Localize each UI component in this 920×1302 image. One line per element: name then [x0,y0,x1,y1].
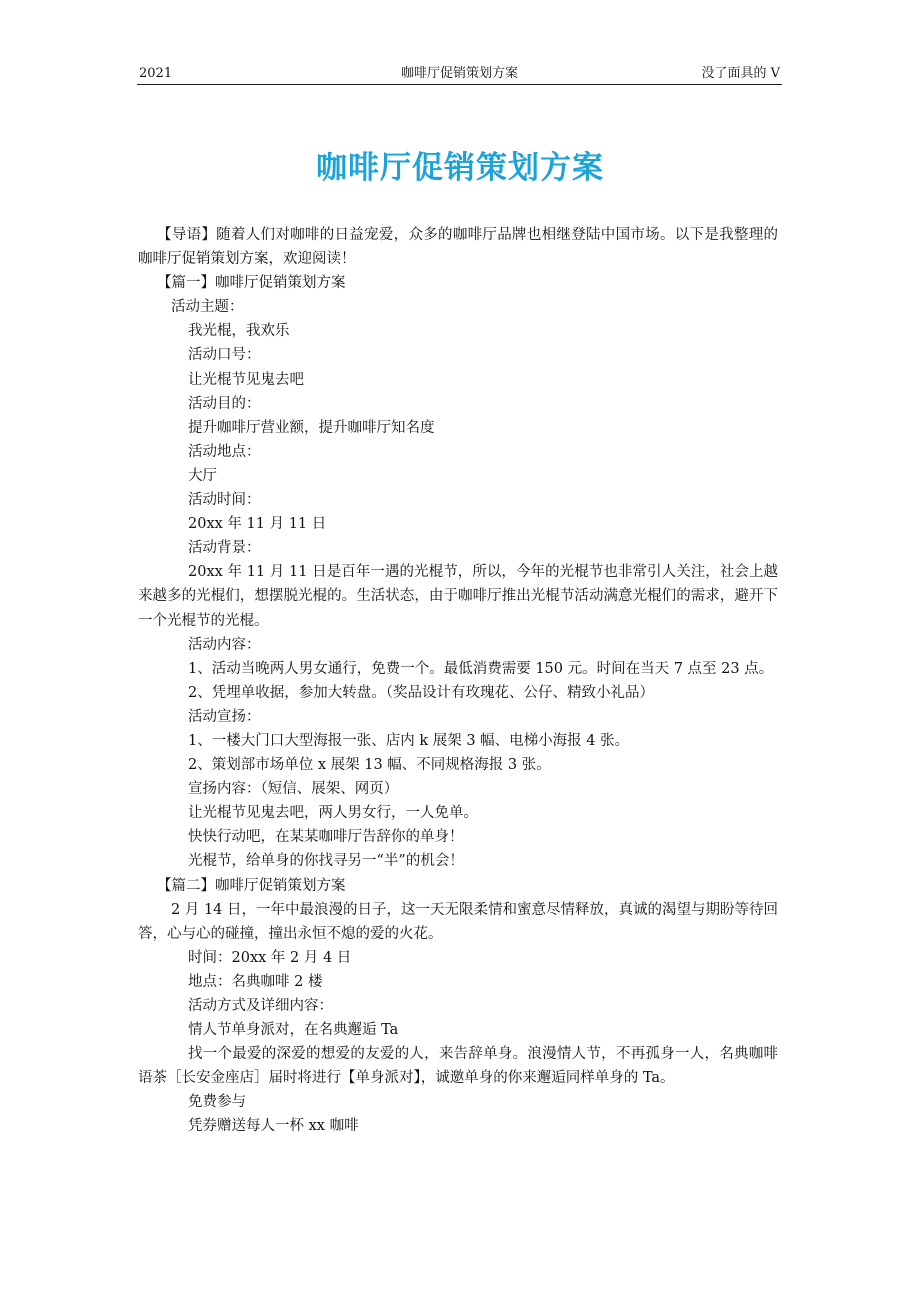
content-item-2: 2、凭埋单收据，参加大转盘。（奖品设计有玫瑰花、公仔、精致小礼品） [188,684,654,701]
document-body [138,223,778,1139]
page-header [137,64,782,85]
label-theme: 活动主题： [171,299,244,316]
valentine-location: 地点：名典咖啡 2 楼 [188,973,323,990]
label-promotion: 活动宣扬： [188,708,261,725]
label-content: 活动内容： [188,636,261,653]
header-doc-title: 咖啡厅促销策划方案 [400,66,518,81]
promotion-text-3: 光棍节，给单身的你找寻另一“半”的机会！ [188,853,464,870]
promotion-text-1: 让光棍节见鬼去吧，两人男女行，一人免单。 [188,805,478,822]
value-purpose: 提升咖啡厅营业额，提升咖啡厅知名度 [188,419,435,436]
label-location: 活动地点： [188,443,261,460]
label-time: 活动时间： [188,492,261,509]
value-slogan: 让光棍节见鬼去吧 [188,371,304,388]
free-entry: 免费参与 [188,1094,246,1111]
valentine-intro: 2 月 14 日，一年中最浪漫的日子，这一天无限柔情和蜜意尽情释放，真诚的渴望与期盼等待回答，心与心的碰撞，撞出永恒不熄的爱的火花。 [138,901,778,942]
coupon-gift: 凭券赠送每人一杯 xx 咖啡 [188,1118,359,1135]
label-promotion-content: 宣扬内容：（短信、展架、网页） [188,781,399,798]
promotion-item-1: 1、一楼大门口大型海报一张、店内 k 展架 3 幅、电梯小海报 4 张。 [188,732,630,749]
label-background: 活动背景： [188,540,261,557]
promotion-text-2: 快快行动吧，在某某咖啡厅告辞你的单身！ [188,829,464,846]
intro-paragraph: 【导语】随着人们对咖啡的日益宠爱，众多的咖啡厅品牌也相继登陆中国市场。以下是我整理的咖啡厅促销策划方案，欢迎阅读！ [138,227,778,268]
value-time: 20xx 年 11 月 11 日 [188,516,327,533]
value-location: 大厅 [188,467,217,484]
valentine-time: 时间：20xx 年 2 月 4 日 [188,949,352,966]
activity-subtitle: 情人节单身派对，在名典邂逅 Ta [188,1022,399,1039]
section-heading-1: 【篇一】咖啡厅促销策划方案 [157,275,346,292]
label-slogan: 活动口号： [188,347,261,364]
value-background: 20xx 年 11 月 11 日是百年一遇的光棍节，所以，今年的光棍节也非常引人关注，社会上越来越多的光棍们，想摆脱光棍的。生活状态，由于咖啡厅推出光棍节活动满意光棍们的需求，避开下一个光棍节的光棍。 [138,564,778,629]
value-theme: 我光棍，我欢乐 [188,323,290,340]
document-title: 咖啡厅促销策划方案 [316,150,604,186]
label-purpose: 活动目的： [188,395,261,412]
section-heading-2: 【篇二】咖啡厅促销策划方案 [157,877,346,894]
header-year: 2021 [139,66,173,81]
header-author: 没了面具的 V [701,66,780,81]
activity-description: 找一个最爱的深爱的想爱的友爱的人，来告辞单身。浪漫情人节，不再孤身一人，名典咖啡语茶［长安金座店］届时将进行【单身派对】，诚邀单身的你来邂逅同样单身的 Ta。 [138,1046,778,1087]
label-activity-details: 活动方式及详细内容： [188,998,333,1014]
content-item-1: 1、活动当晚两人男女通行，免费一个。最低消费需要 150 元。时间在当天 7 点至 23 点。 [188,660,774,677]
promotion-item-2: 2、策划部市场单位 x 展架 13 幅、不同规格海报 3 张。 [188,757,551,774]
